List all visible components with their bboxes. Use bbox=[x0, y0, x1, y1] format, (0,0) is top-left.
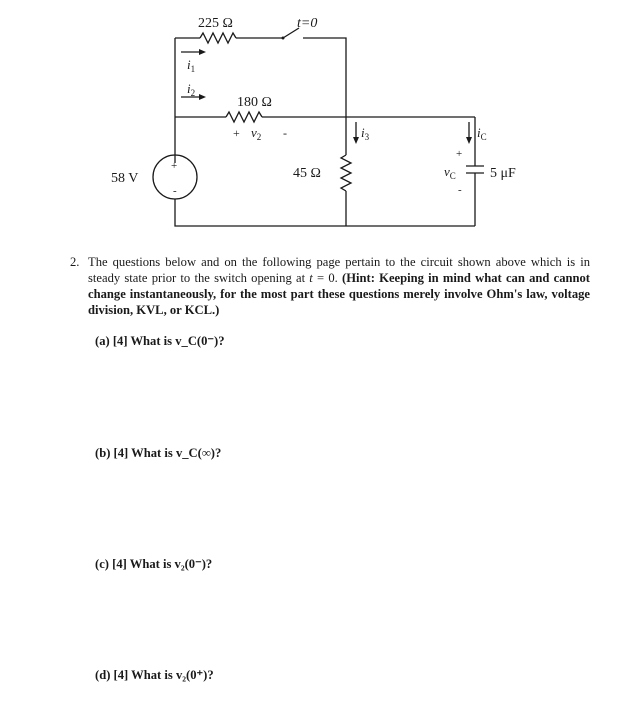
label-source-minus: - bbox=[173, 185, 177, 197]
label-capacitor: 5 μF bbox=[490, 166, 516, 181]
label-v2: $v_2$ bbox=[251, 125, 262, 142]
label-v2-minus: - bbox=[283, 126, 287, 140]
label-i1: $i_1$ bbox=[187, 57, 196, 74]
label-r-mid: 180 Ω bbox=[237, 95, 272, 110]
resistor-180-zigzag bbox=[226, 112, 262, 122]
problem-text-t: t bbox=[309, 271, 313, 285]
label-r-top: 225 Ω bbox=[198, 16, 233, 31]
resistor-45-zigzag bbox=[341, 155, 351, 191]
problem-statement bbox=[70, 254, 590, 318]
label-vc: $v_C$ bbox=[444, 164, 456, 181]
problem-text-1: The questions below and on the following page pertain to the circuit shown above which is in steady state prior to the switch opening at bbox=[88, 255, 590, 285]
question-b bbox=[95, 446, 221, 461]
question-d-expr: v₂(0⁺)? bbox=[175, 668, 214, 682]
label-i3: $i_3$ bbox=[361, 125, 370, 142]
circuit-diagram bbox=[0, 0, 641, 250]
question-b-expr: v_C(∞)? bbox=[175, 446, 222, 460]
label-vc-minus: - bbox=[458, 184, 462, 196]
arrow-i2-head bbox=[199, 94, 206, 100]
question-a bbox=[95, 333, 225, 349]
label-vc-plus: + bbox=[456, 148, 463, 160]
question-d bbox=[95, 667, 214, 683]
label-source-plus: + bbox=[171, 160, 178, 172]
problem-number: 2. bbox=[70, 255, 80, 269]
question-a-expr: v_C(0⁻)? bbox=[175, 334, 225, 348]
problem-text-2: = 0. bbox=[312, 271, 343, 285]
wire-source-to-bottom bbox=[175, 199, 475, 226]
arrow-i3-head bbox=[353, 137, 359, 144]
label-source: 58 V bbox=[111, 171, 139, 186]
arrow-i1-head bbox=[199, 49, 206, 55]
question-c-label: (c) [4] What is bbox=[95, 557, 175, 571]
switch-pivot bbox=[282, 37, 285, 40]
label-switch-text: t=0 bbox=[297, 16, 318, 31]
label-i2: $i_2$ bbox=[187, 81, 196, 98]
label-ic: $i_C$ bbox=[477, 125, 487, 142]
resistor-225-zigzag bbox=[200, 33, 236, 43]
label-r-right: 45 Ω bbox=[293, 166, 321, 181]
question-b-label: (b) [4] What is bbox=[95, 446, 176, 460]
arrow-ic-head bbox=[466, 137, 472, 144]
question-d-label: (d) [4] What is bbox=[95, 668, 176, 682]
wire-top-right bbox=[303, 38, 346, 117]
problem-hint: (Hint: Keeping in mind what can and cannot change instantaneously, for the most part these questions merely involve Ohm's law, voltage division, KVL, or KCL.) bbox=[88, 271, 590, 317]
label-switch bbox=[297, 16, 317, 31]
problem-body bbox=[88, 254, 590, 318]
question-a-label: (a) [4] What is bbox=[95, 334, 176, 348]
label-v2-plus: + bbox=[233, 126, 240, 140]
question-c bbox=[95, 556, 212, 572]
question-c-expr: v₂(0⁻)? bbox=[174, 557, 213, 571]
